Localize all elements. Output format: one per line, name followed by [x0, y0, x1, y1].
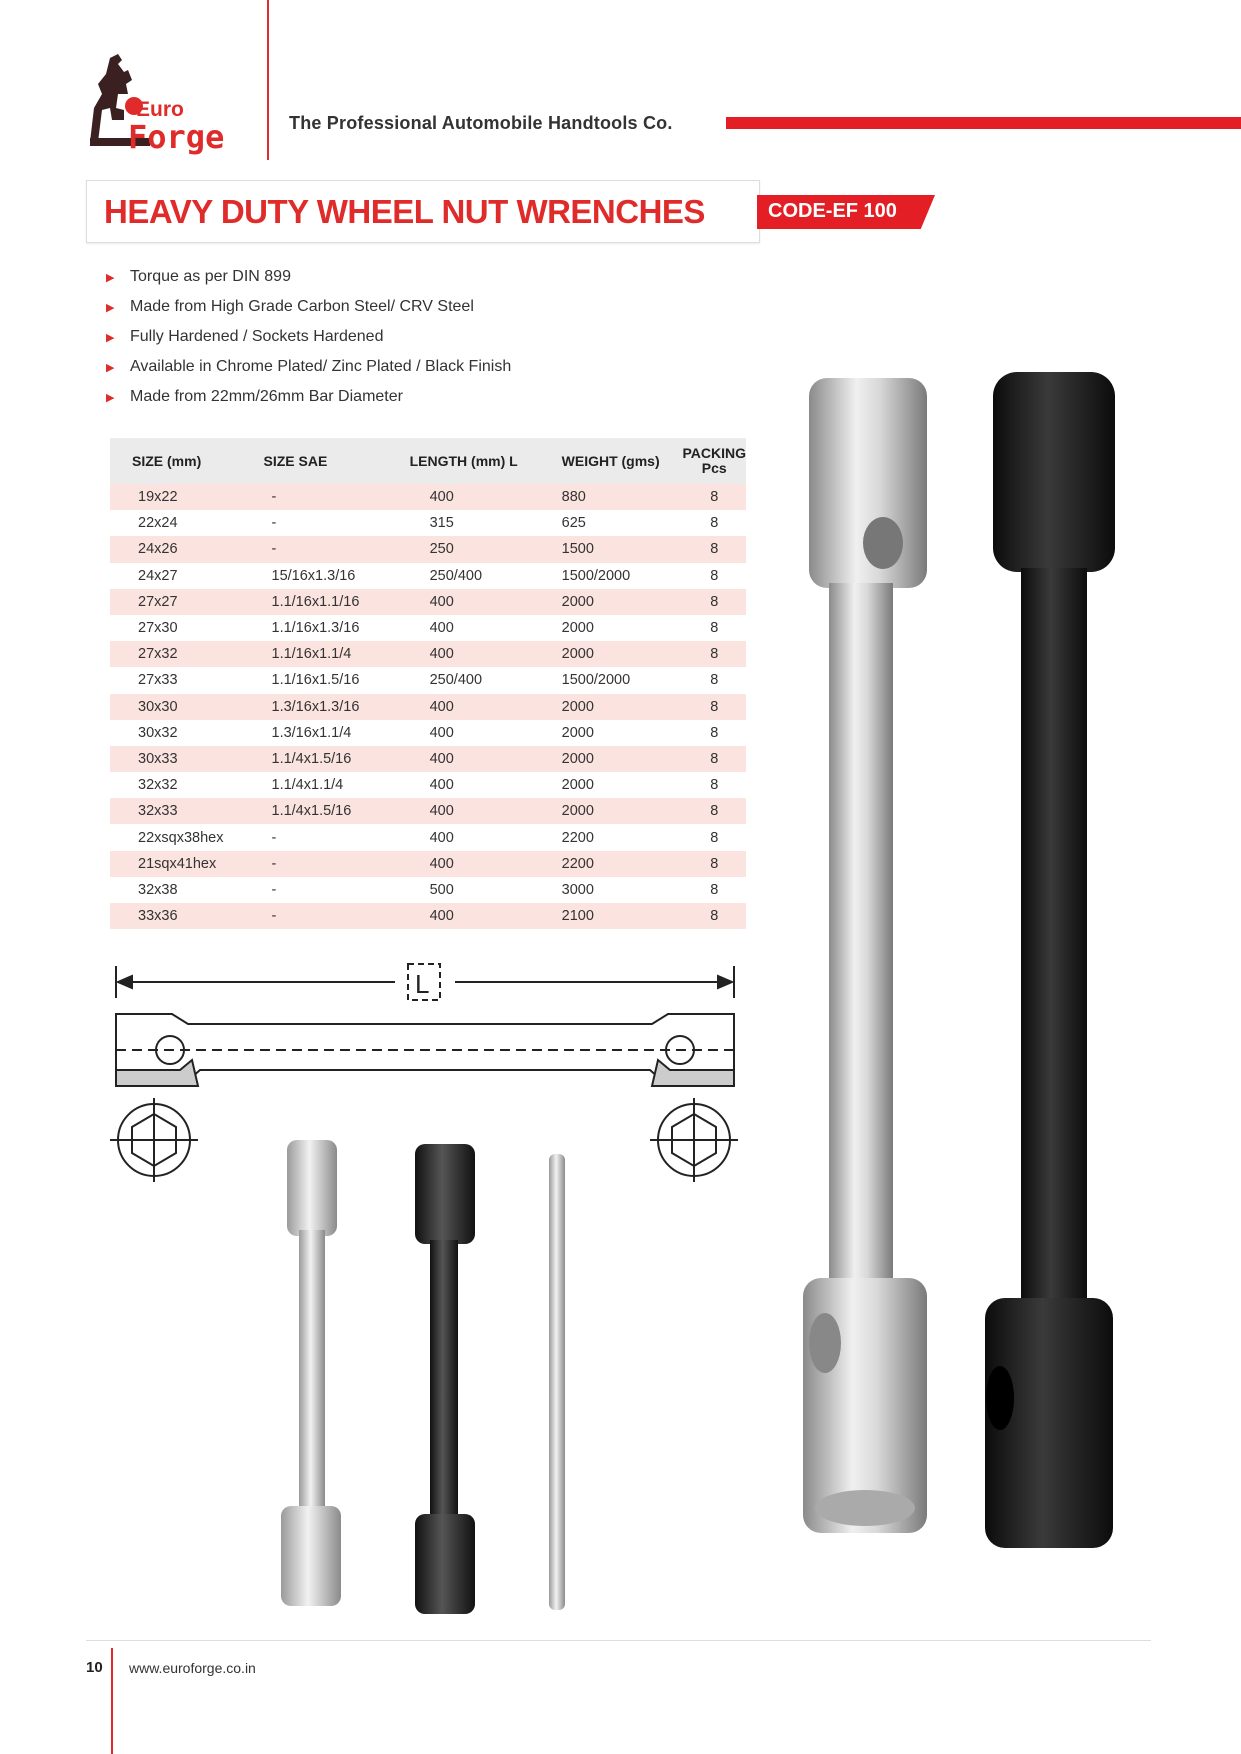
table-cell: 2000: [540, 798, 683, 824]
col-packing: PACKING Pcs: [682, 438, 746, 484]
table-cell: 2000: [561, 620, 594, 637]
product-code: CODE-EF 100: [768, 200, 897, 222]
table-header-row: [110, 438, 746, 484]
table-cell: 27x27: [110, 589, 242, 615]
table-cell: 1.1/4x1.5/16: [242, 746, 388, 772]
table-cell: 400: [429, 829, 454, 846]
table-cell: 15/16x1.3/16: [271, 567, 356, 584]
table-row: [110, 877, 746, 903]
table-cell: 2000: [561, 777, 594, 794]
table-row: [110, 641, 746, 667]
table-cell: 21sqx41hex: [110, 851, 242, 877]
table-cell: 1.1/4x1.5/16: [242, 798, 388, 824]
table-cell: 27x30: [138, 620, 178, 637]
table-cell: 1500: [540, 536, 683, 562]
col-weight: WEIGHT (gms): [540, 438, 683, 484]
table-cell: 250: [388, 536, 540, 562]
table-cell: 500: [429, 881, 454, 898]
table-cell: 8: [710, 567, 719, 584]
table-cell: 8: [682, 903, 746, 929]
table-cell: 8: [710, 829, 719, 846]
table-row: [110, 667, 746, 693]
header-accent-bar: [726, 117, 1241, 129]
table-cell: 32x32: [138, 777, 178, 794]
bullet-arrow-icon: ▶: [106, 361, 115, 374]
table-cell: 8: [682, 484, 746, 510]
table-cell: 30x32: [138, 724, 178, 741]
table-cell: 24x27: [138, 567, 178, 584]
feature-item: ▶ Made from 22mm/26mm Bar Diameter: [106, 388, 403, 405]
table-row: [110, 720, 746, 746]
table-cell: 625: [561, 515, 586, 532]
table-cell: 315: [429, 515, 454, 532]
specification-table: [110, 438, 746, 929]
table-cell: 1.3/16x1.3/16: [242, 694, 388, 720]
table-row: [110, 563, 746, 589]
table-cell: 1.1/16x1.5/16: [271, 672, 360, 689]
bullet-arrow-icon: ▶: [106, 331, 115, 344]
table-cell: 8: [710, 777, 719, 794]
feature-item: ▶ Available in Chrome Plated/ Zinc Plated / Black Finish: [106, 358, 512, 375]
table-cell: 30x30: [110, 694, 242, 720]
table-cell: 22xsqx38hex: [138, 829, 224, 846]
small-wrench-photos: [255, 1130, 575, 1625]
table-cell: 1.1/16x1.3/16: [271, 620, 360, 637]
website-link[interactable]: www.euroforge.co.in: [129, 1660, 256, 1676]
table-cell: 30x33: [110, 746, 242, 772]
large-chrome-wrench-image: [803, 378, 927, 1533]
table-cell: 2000: [540, 694, 683, 720]
table-cell: 400: [429, 777, 454, 794]
table-cell: 8: [682, 589, 746, 615]
table-cell: -: [242, 484, 388, 510]
table-cell: 2000: [561, 724, 594, 741]
table-cell: -: [242, 536, 388, 562]
table-cell: -: [271, 515, 277, 532]
table-row: [110, 536, 746, 562]
table-cell: 8: [682, 851, 746, 877]
table-cell: 1.1/4x1.1/4: [271, 777, 344, 794]
feature-item: ▶ Made from High Grade Carbon Steel/ CRV Steel: [106, 298, 474, 315]
table-row: [110, 615, 746, 641]
bullet-arrow-icon: ▶: [106, 301, 115, 314]
tommy-bar-image: [549, 1154, 565, 1610]
table-row: [110, 694, 746, 720]
table-cell: 400: [388, 903, 540, 929]
footer-divider-line: [111, 1648, 113, 1754]
table-cell: -: [242, 903, 388, 929]
feature-item: ▶ Fully Hardened / Sockets Hardened: [106, 328, 384, 345]
large-wrench-photos: [795, 368, 1135, 1573]
table-cell: 8: [710, 515, 719, 532]
table-row: [110, 851, 746, 877]
table-cell: 32x38: [138, 881, 178, 898]
table-cell: 2200: [540, 851, 683, 877]
table-cell: 400: [388, 851, 540, 877]
chrome-wrench-image: [281, 1140, 341, 1606]
table-cell: 2000: [540, 641, 683, 667]
table-cell: -: [271, 829, 277, 846]
table-cell: 250/400: [429, 672, 483, 689]
table-cell: 19x22: [110, 484, 242, 510]
table-cell: 8: [710, 881, 719, 898]
table-cell: 3000: [561, 881, 594, 898]
col-size-sae: SIZE SAE: [242, 438, 388, 484]
bullet-arrow-icon: ▶: [106, 271, 115, 284]
table-cell: 8: [710, 672, 719, 689]
table-cell: 27x33: [138, 672, 178, 689]
table-cell: 400: [388, 798, 540, 824]
table-cell: 1500/2000: [561, 672, 631, 689]
col-size: SIZE (mm): [110, 438, 242, 484]
company-tagline: The Professional Automobile Handtools Co.: [289, 113, 673, 133]
table-cell: 400: [429, 620, 454, 637]
logo-word-euro: Euro: [136, 98, 184, 121]
euroforge-logo: [88, 50, 258, 160]
table-cell: -: [242, 851, 388, 877]
table-cell: 2000: [540, 589, 683, 615]
large-black-wrench-image: [985, 372, 1115, 1548]
table-row: [110, 510, 746, 536]
table-cell: 400: [388, 589, 540, 615]
table-row: [110, 903, 746, 929]
table-cell: -: [271, 881, 277, 898]
table-cell: 1.3/16x1.1/4: [271, 724, 352, 741]
logo-word-forge: Forge: [128, 118, 225, 156]
table-row: [110, 746, 746, 772]
table-cell: 400: [429, 724, 454, 741]
feature-list: [106, 262, 511, 412]
table-cell: 400: [388, 694, 540, 720]
table-cell: 400: [388, 641, 540, 667]
black-wrench-image: [415, 1144, 475, 1614]
table-cell: 8: [682, 536, 746, 562]
table-cell: 22x24: [138, 515, 178, 532]
table-cell: 27x32: [110, 641, 242, 667]
table-cell: 880: [540, 484, 683, 510]
table-row: [110, 798, 746, 824]
table-cell: 8: [710, 620, 719, 637]
table-cell: 250/400: [429, 567, 483, 584]
page-title: HEAVY DUTY WHEEL NUT WRENCHES: [104, 193, 705, 230]
table-cell: 400: [388, 746, 540, 772]
table-cell: 1.1/16x1.1/16: [242, 589, 388, 615]
table-row: [110, 824, 746, 850]
table-cell: 24x26: [110, 536, 242, 562]
table-cell: 400: [388, 484, 540, 510]
table-row: [110, 772, 746, 798]
table-cell: 8: [682, 798, 746, 824]
table-cell: 2000: [540, 746, 683, 772]
table-cell: 8: [682, 694, 746, 720]
bullet-arrow-icon: ▶: [106, 391, 115, 404]
table-row: [110, 484, 746, 510]
table-cell: 1500/2000: [561, 567, 631, 584]
table-cell: 33x36: [110, 903, 242, 929]
dimension-label: L: [415, 969, 430, 999]
table-cell: 8: [710, 724, 719, 741]
table-cell: 1.1/16x1.1/4: [242, 641, 388, 667]
table-cell: 8: [682, 746, 746, 772]
page-number: 10: [86, 1659, 103, 1676]
table-cell: 8: [682, 641, 746, 667]
col-length: LENGTH (mm) L: [388, 438, 540, 484]
feature-item: ▶ Torque as per DIN 899: [106, 268, 291, 285]
table-cell: 2200: [561, 829, 594, 846]
table-row: [110, 589, 746, 615]
table-cell: 32x33: [110, 798, 242, 824]
header-divider-line: [267, 0, 269, 160]
table-cell: 2100: [540, 903, 683, 929]
footer-rule: [86, 1640, 1151, 1641]
